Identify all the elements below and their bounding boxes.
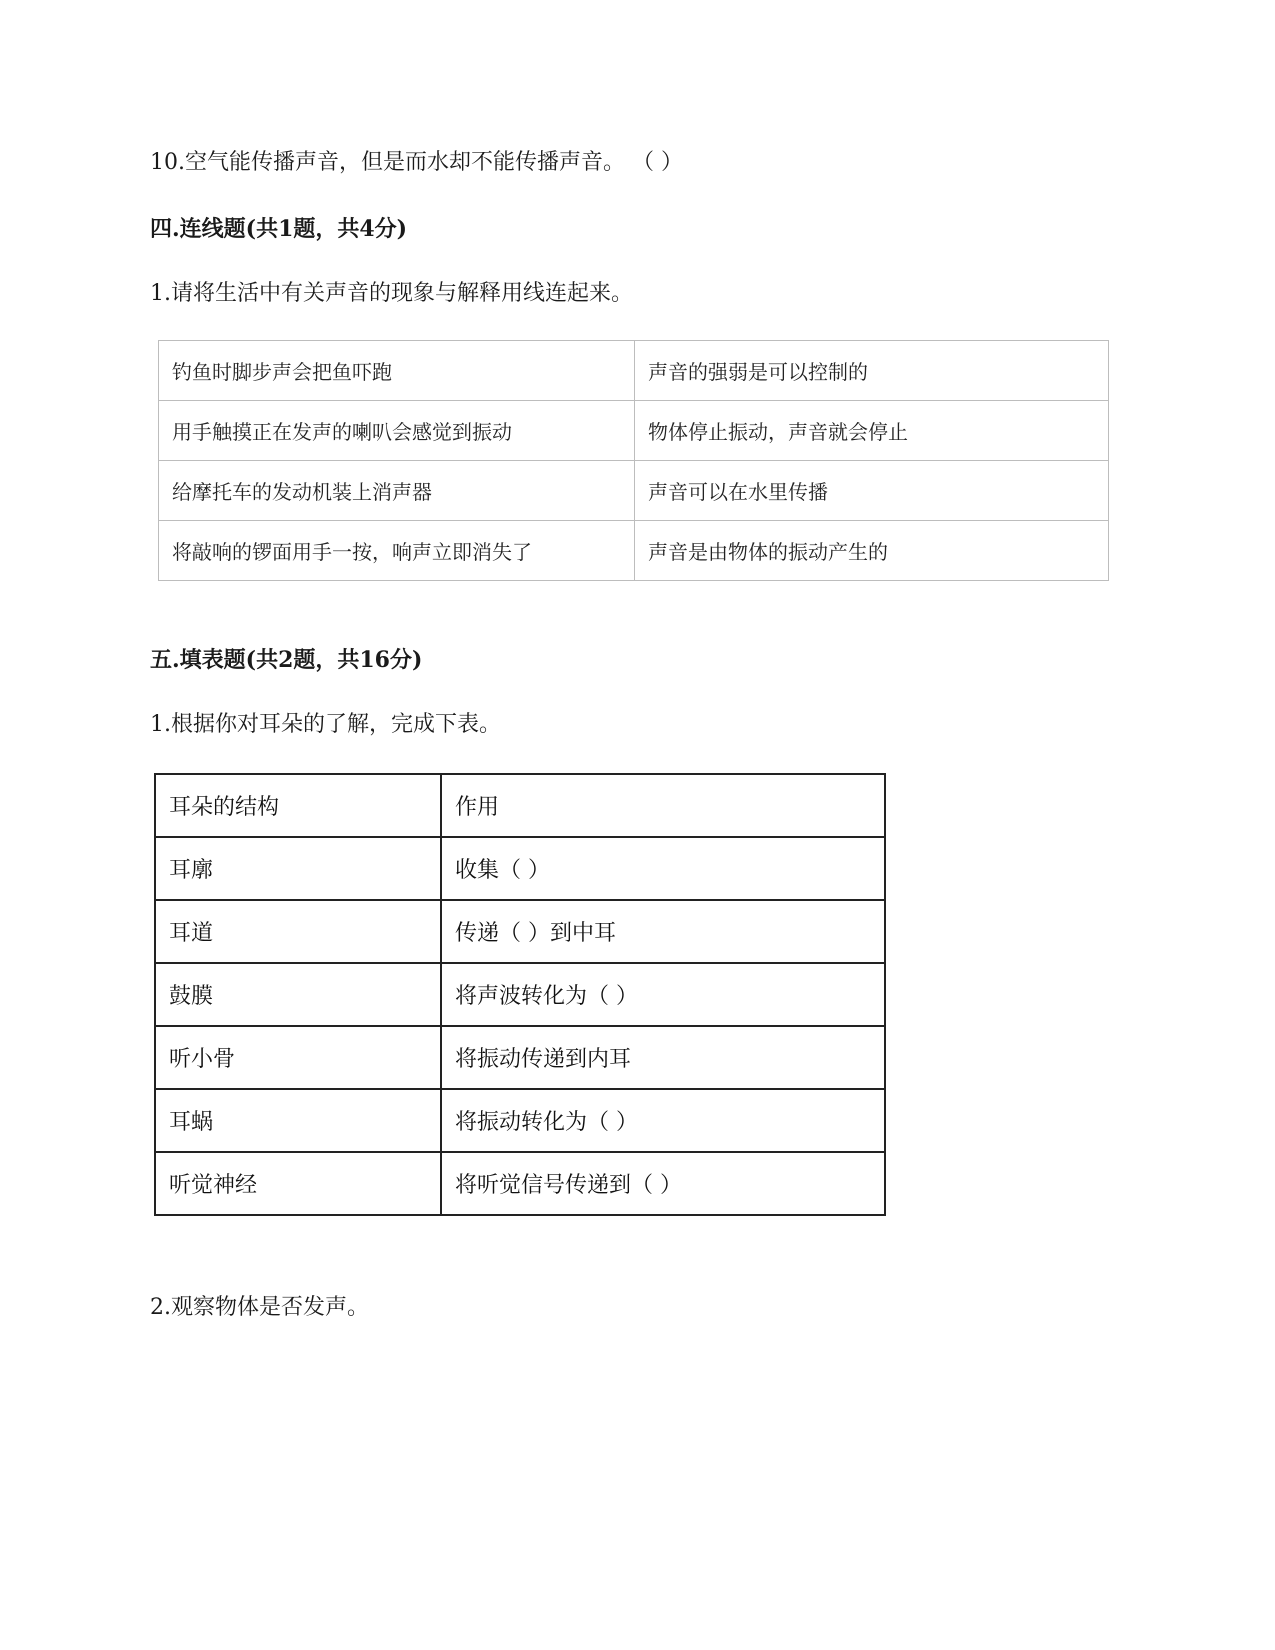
function-cell: 将振动转化为（ ）	[441, 1089, 885, 1152]
explanation-cell: 声音的强弱是可以控制的	[635, 341, 1109, 401]
column-header-structure: 耳朵的结构	[155, 774, 441, 837]
explanation-cell: 物体停止振动，声音就会停止	[635, 401, 1109, 461]
table-row	[155, 963, 885, 1026]
explanation-cell: 声音可以在水里传播	[635, 461, 1109, 521]
function-cell: 将声波转化为（ ）	[441, 963, 885, 1026]
table-header-row	[155, 774, 885, 837]
function-cell: 收集（ ）	[441, 837, 885, 900]
phenomenon-cell: 钓鱼时脚步声会把鱼吓跑	[159, 341, 635, 401]
table-row	[155, 900, 885, 963]
table-row	[159, 461, 1109, 521]
table-row	[155, 837, 885, 900]
section-5-heading: 五.填表题(共2题，共16分)	[150, 647, 423, 673]
function-cell: 传递（ ）到中耳	[441, 900, 885, 963]
structure-cell: 鼓膜	[155, 963, 441, 1026]
column-header-function: 作用	[441, 774, 885, 837]
structure-cell: 耳蜗	[155, 1089, 441, 1152]
section-4-question-1: 1.请将生活中有关声音的现象与解释用线连起来。	[150, 281, 633, 306]
section-5-question-1: 1.根据你对耳朵的了解，完成下表。	[150, 712, 501, 737]
function-cell: 将振动传递到内耳	[441, 1026, 885, 1089]
matching-table	[158, 340, 1109, 581]
ear-structure-table	[154, 773, 886, 1216]
section-5-question-2: 2.观察物体是否发声。	[150, 1295, 369, 1320]
phenomenon-cell: 将敲响的锣面用手一按，响声立即消失了	[159, 521, 635, 581]
structure-cell: 听小骨	[155, 1026, 441, 1089]
question-10: 10.空气能传播声音，但是而水却不能传播声音。 （ ）	[150, 150, 683, 175]
table-row	[159, 401, 1109, 461]
structure-cell: 耳道	[155, 900, 441, 963]
explanation-cell: 声音是由物体的振动产生的	[635, 521, 1109, 581]
table-row	[159, 521, 1109, 581]
structure-cell: 耳廓	[155, 837, 441, 900]
table-row	[155, 1089, 885, 1152]
table-row	[155, 1152, 885, 1215]
table-row	[155, 1026, 885, 1089]
table-row	[159, 341, 1109, 401]
phenomenon-cell: 用手触摸正在发声的喇叭会感觉到振动	[159, 401, 635, 461]
phenomenon-cell: 给摩托车的发动机装上消声器	[159, 461, 635, 521]
structure-cell: 听觉神经	[155, 1152, 441, 1215]
function-cell: 将听觉信号传递到（ ）	[441, 1152, 885, 1215]
section-4-heading: 四.连线题(共1题，共4分)	[150, 216, 408, 242]
